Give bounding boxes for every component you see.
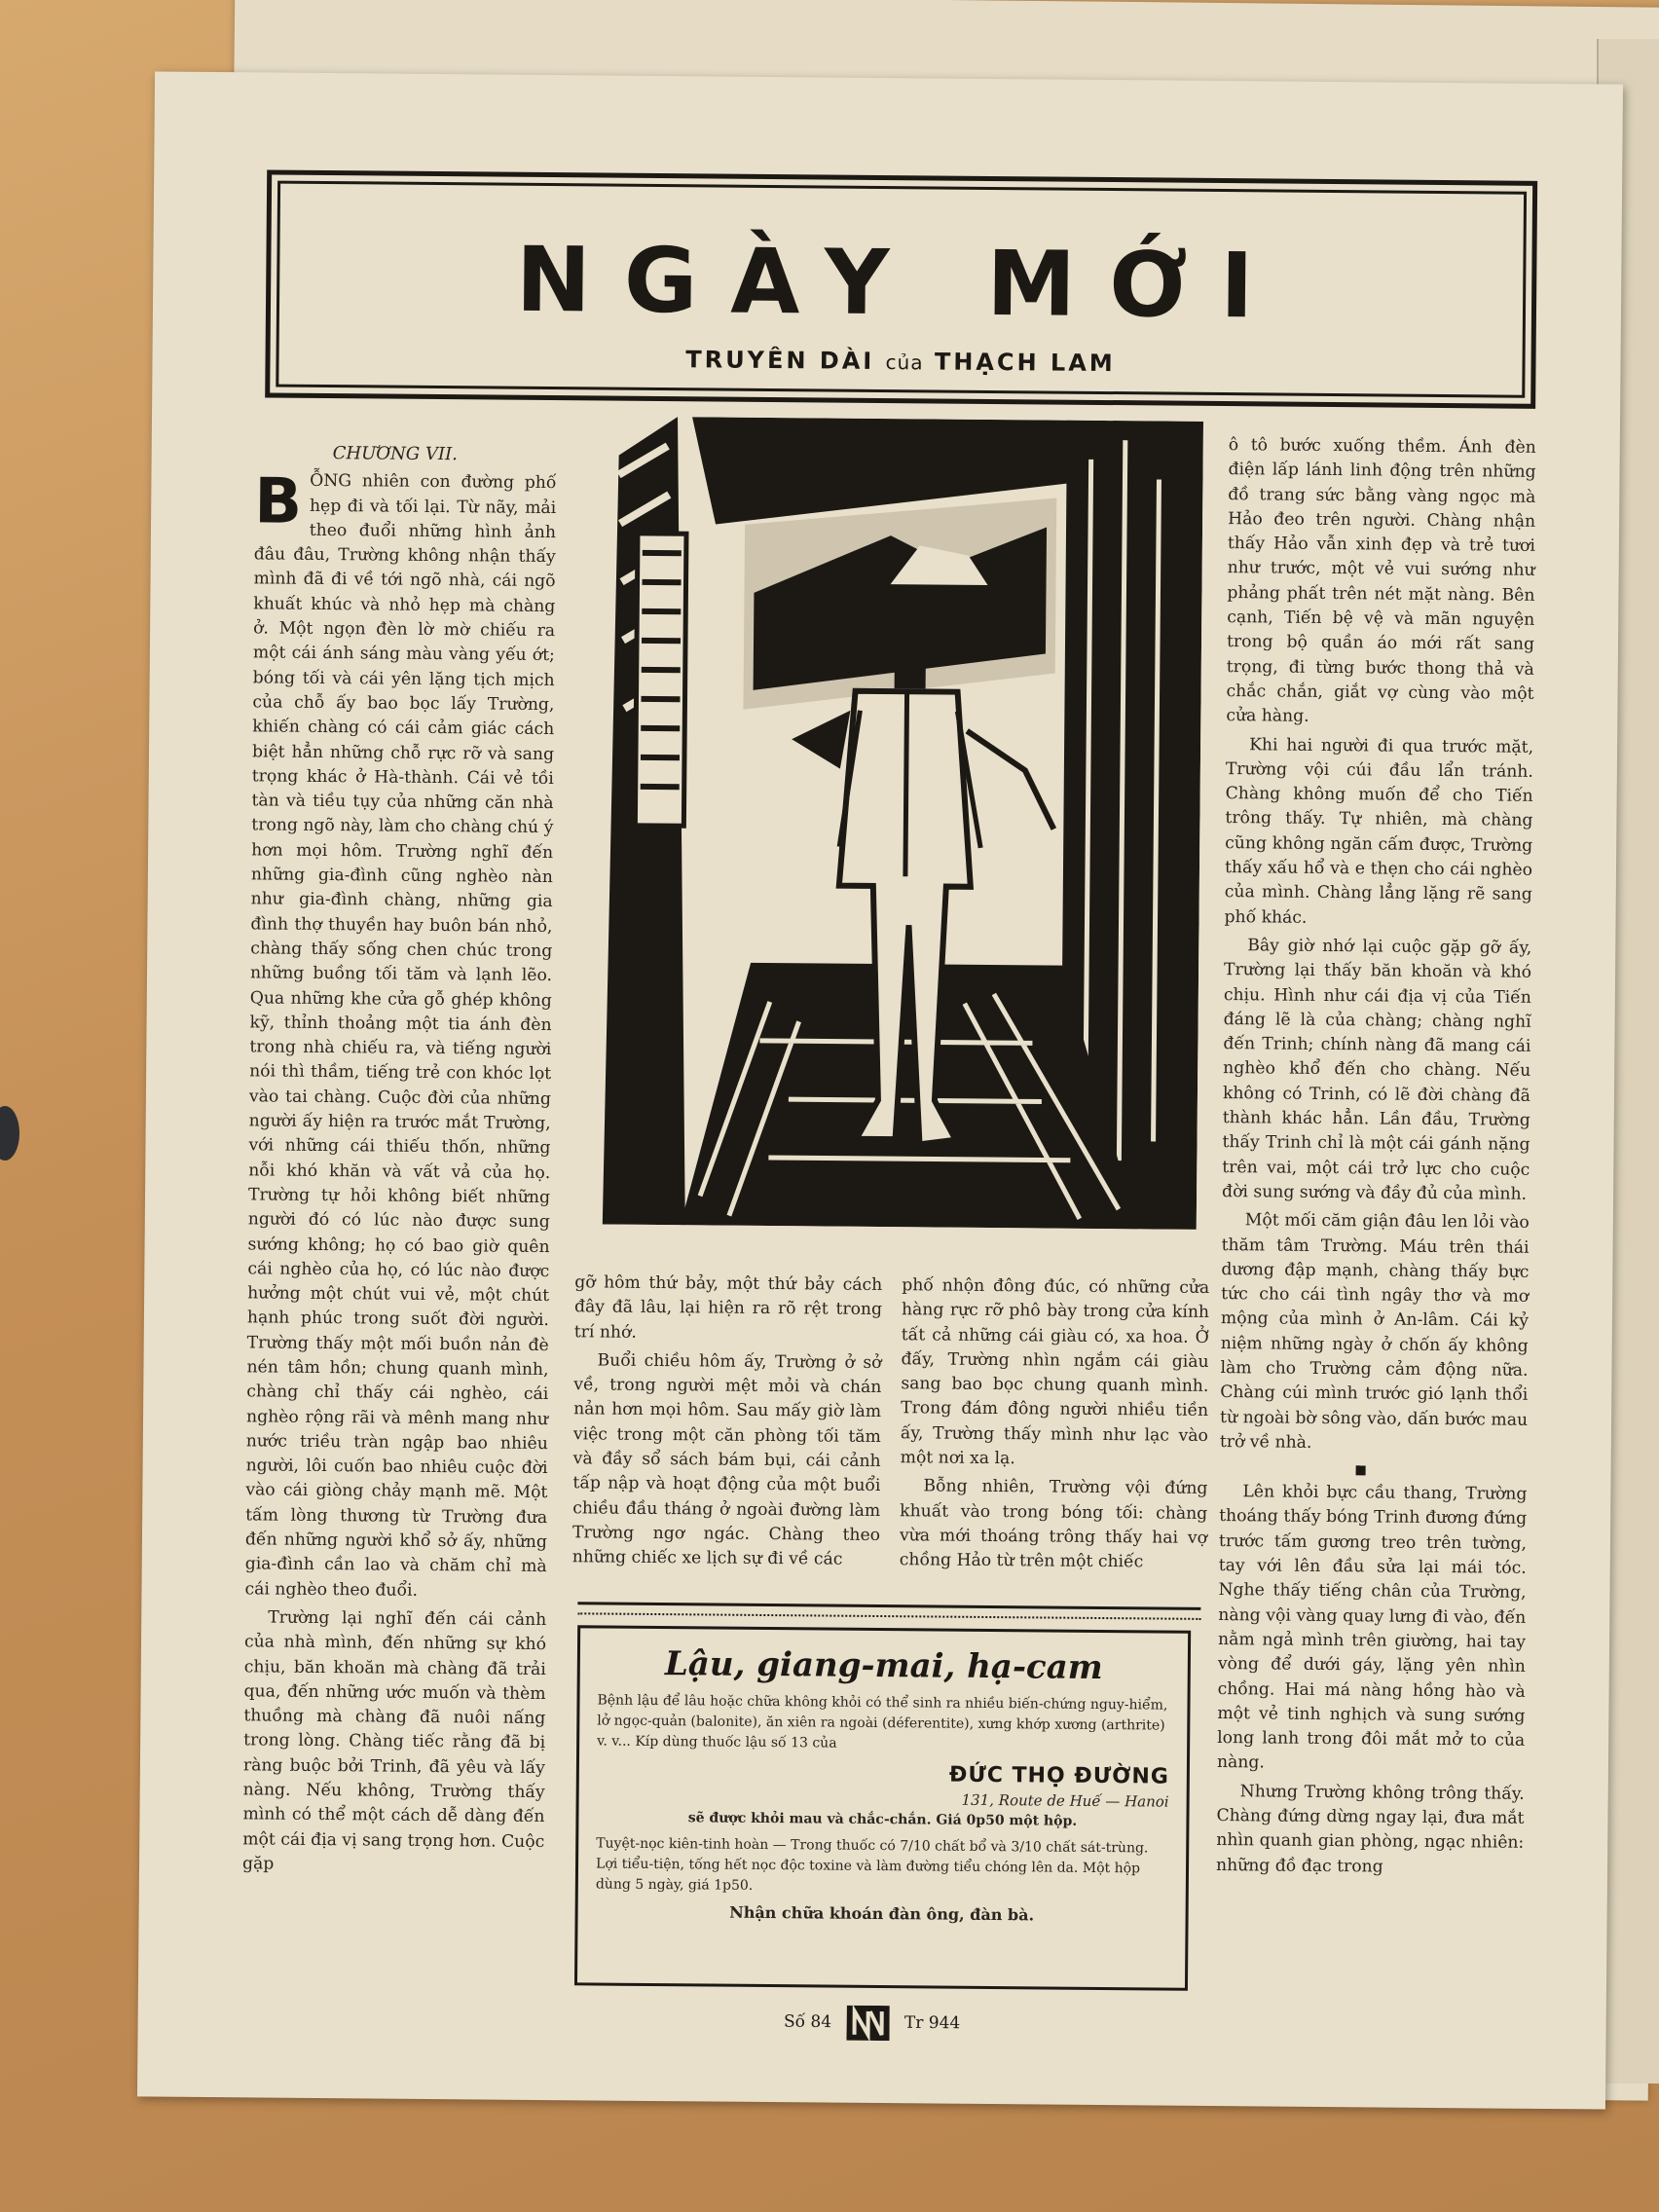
square-icon <box>1356 1465 1366 1475</box>
text-column-4 <box>1216 433 1536 1885</box>
advertisement <box>574 1625 1191 1990</box>
ad-address: 131, Route de Huế — Hanoi <box>961 1790 1169 1811</box>
ad-body: Bệnh lậu để lâu hoặc chữa không khỏi có thể sinh ra nhiều biến-chứng nguy-hiểm, lở ngọc-quản (balonite), ăn xiên ra ngoài (déferentite), xưng khớp xương (arthrite) v. v... Kíp dùng thuốc lậu số 13 của <box>597 1692 1168 1751</box>
text-column-2 <box>572 1271 883 1576</box>
paragraph: Lên khỏi bực cầu thang, Trường thoáng thấy bóng Trinh đương đứng trước tấm gương treo trên tường, tay với lên đầu sửa lại mái tóc. Nghe thấy tiếng chân của Trường, nàng vội vàng quay lưng đi vào, đến nằm ngả mình trên giường, hai tay vòng để dưới gáy, lặng yên nhìn chồng. Hai má nàng hồng hào và một vẻ tinh nghịch và sung sướng long lanh trong đôi mắt mở to của nàng. <box>1216 1482 1528 1773</box>
paragraph: phố nhộn đông đúc, có những cửa hàng rực rỡ phô bày trong cửa kính tất cả những cái giàu có, xa hoa. Ở đấy, Trường nhìn ngắm cái giàu sang bao bọc chung quanh mình. Trong đám đông người nhiều tiền ấy, Trường thấy mình như lạc vào một nơi xa lạ. <box>900 1275 1210 1469</box>
issue-number: Số 84 <box>783 2011 832 2033</box>
woodcut-illustration <box>593 416 1203 1229</box>
page-number: Tr 944 <box>903 2012 961 2034</box>
page-footer <box>138 1999 1606 2046</box>
chapter-heading: CHƯƠNG VII. <box>332 443 458 465</box>
paragraph: Nhưng Trường không trông thấy. Chàng đứng dừng ngay lại, đưa mắt nhìn quanh gian phòng, ngạc nhiên: những đồ đạc trong <box>1215 1781 1525 1877</box>
text-column-3 <box>900 1273 1210 1579</box>
paragraph: ỖNG nhiên con đường phố hẹp đi và tối lại. Từ nãy, mải theo đuổi những hình ảnh đâu đâu, Trường không nhận thấy mình đã đi về tới ngõ nhà, cái ngõ khuất khúc và nhỏ hẹp mà chàng ở. Một ngọn đèn lờ mờ chiếu ra một cái ánh sáng màu vàng yếu ớt; bóng tối và cái yên lặng tịch mịch của chỗ ấy bao bọc lấy Trường, khiến chàng có cái cảm giác cách biệt hẳn những chỗ rực rỡ và sang trọng khác ở Hà-thành. Cái vẻ tồi tàn và tiều tụy của những căn nhà trong ngõ này, làm cho chàng chú ý hơn mọi hôm. Trường nghĩ đến những gia-đình cũng nghèo nàn như gia-đình chàng, những gia đình thợ thuyền hay buôn bán nhỏ, chàng thấy sống chen chúc trong những buồng tối tăm và lạnh lẽo. Qua những khe cửa gỗ ghép không kỹ, thỉnh thoảng một tia ánh đèn trong nhà chiếu ra, và tiếng người nói thì thầm, tiếng trẻ con khóc lọt vào tai chàng. Cuộc đời của những người ấy hiện ra trước mắt Trường, với những cái thiếu thốn, những nỗi khó khăn và vất vả của họ. Trường tự hỏi không biết những người đó có lúc nào được sung sướng không; họ có bao giờ quên cái nghèo của họ, có lúc nào được hưởng một chút vui vẻ, một chút hạnh phúc trong suốt đời người. Trường thấy một mối buồn nản đè nén tâm hồn; chung quanh mình, chàng chỉ thấy cái nghèo, cái nghèo rộng rãi và mênh mang như nước triều tràn ngập bao nhiêu người, lôi cuốn bao nhiêu cuộc đời vào cái giòng chảy mạnh mẽ. Một tấm lòng thương từ Trường đưa đến những người khổ sở ấy, những gia-đình cần lao và chăm chỉ mà cái nghèo theo đuổi. <box>244 471 557 1601</box>
paragraph: Một mối căm giận đâu len lỏi vào thăm tâm Trường. Máu trên thái dương đập mạnh, chàng thấy bực tức cho cái tình ngây thơ và mơ mộng của mình ở An-lâm. Cái kỷ niệm những ngày ở chốn ấy không làm cho Trường cảm động nữa. Chàng cúi mình trước gió lạnh thổi từ ngoài bờ sông vào, dấn bước mau trở về nhà. <box>1219 1210 1530 1453</box>
paragraph: Trường lại nghĩ đến cái cảnh của nhà mình, đến những sự khó chịu, băn khoăn mà chàng đã trải qua, đến những ước muốn và thèm thuồng mà chàng đã nuôi nấng trong lòng. Chàng tiếc rằng đã bị ràng buộc bởi Trinh, đã yêu và lấy nàng. Nếu không, Trường thấy mình có thể một cách dễ dàng đến một cái địa vị sang trọng hơn. Cuộc gặp <box>241 1607 547 1874</box>
drop-cap: B <box>253 465 303 539</box>
ad-body: Tuyệt-nọc kiên-tinh hoàn — Trong thuốc có 7/10 chất bổ và 3/10 chất sát-trùng. Lợi tiểu-tiện, tống hết nọc độc toxine và làm đường tiểu chóng lên da. Một hộp dùng 5 ngày, giá 1p50. <box>595 1835 1149 1894</box>
section-separator <box>1220 1458 1528 1483</box>
magazine-logo-icon <box>846 2006 889 2041</box>
text-column-1 <box>242 440 557 1883</box>
ad-brand: ĐỨC THỌ ĐƯỜNG <box>948 1762 1169 1789</box>
ad-footer: Nhận chữa khoán đàn ông, đàn bà. <box>729 1902 1035 1925</box>
paragraph: Khi hai người đi qua trước mặt, Trường vội cúi đầu lẩn tránh. Chàng không muốn để cho Tiến trông thấy. Tự nhiên, mà chàng cũng không ngăn cấm được, Trường thấy xấu hổ và e thẹn cho cái nghèo của mình. Chàng lẳng lặng rẽ sang phố khác. <box>1224 734 1534 928</box>
byline-author: THẠCH LAM <box>934 348 1116 378</box>
paragraph: Bây giờ nhớ lại cuộc gặp gỡ ấy, Trường lại thấy băn khoăn và khó chịu. Hình như cái địa vị của Tiến đáng lẽ là của chàng; chàng nghĩ đến Trinh; chính nàng đã mang cái nghèo khổ đến cho chàng. Nếu không có Trinh, có lẽ đời chàng đã thành khác hẳn. Lần đầu, Trường thấy Trinh chỉ là một cái gánh nặng trên vai, một cái trở lực cho cuộc đời sung sướng và đầy đủ của mình. <box>1222 936 1532 1204</box>
ad-top-rule <box>577 1602 1200 1620</box>
paragraph: Buổi chiều hôm ấy, Trường ở sở về, trong người mệt mỏi và chán nản hơn mọi hôm. Sau mấy giờ làm việc trong một căn phòng tối tăm và đầy sổ sách bám bụi, cái cảnh tấp nập và hoạt động của một buổi chiều đầu tháng ở ngoài đường làm Trường ngơ ngác. Chàng theo những chiếc xe lịch sự đi về các <box>571 1350 882 1569</box>
paragraph: gỡ hôm thứ bảy, một thứ bảy cách đây đã lâu, lại hiện ra rõ rệt trong trí nhớ. <box>573 1272 883 1343</box>
byline <box>270 343 1530 381</box>
title-box <box>265 169 1537 408</box>
ad-headline: Lậu, giang-mai, hạ-cam <box>664 1644 1103 1688</box>
page-title: NGÀY MỚI <box>515 227 1288 339</box>
magazine-page <box>137 71 1623 2109</box>
paragraph: ô tô bước xuống thềm. Ánh đèn điện lấp lánh linh động trên những đồ trang sức bằng vàng ngọc mà Hảo đeo trên người. Chàng nhận thấy Hảo vẫn xinh đẹp và trẻ tươi như trước, một vẻ vui sướng như phảng phất trên nét mặt nàng. Bên cạnh, Tiến bệ vệ và mãn nguyện trong bộ quần áo mới rất sang trọng, đi từng bước thong thả và chắc chắn, giắt vợ cùng vào một cửa hàng. <box>1226 435 1536 727</box>
byline-of: của <box>885 350 924 375</box>
byline-genre: TRUYÊN DÀI <box>685 346 875 375</box>
ad-body: sẽ được khỏi mau và chắc-chắn. Giá 0p50 một hộp. <box>687 1810 1078 1829</box>
paragraph: Bỗng nhiên, Trường vội đứng khuất vào trong bóng tối: chàng vừa mới thoáng trông thấy hai vợ chồng Hảo từ trên một chiếc <box>899 1476 1208 1572</box>
